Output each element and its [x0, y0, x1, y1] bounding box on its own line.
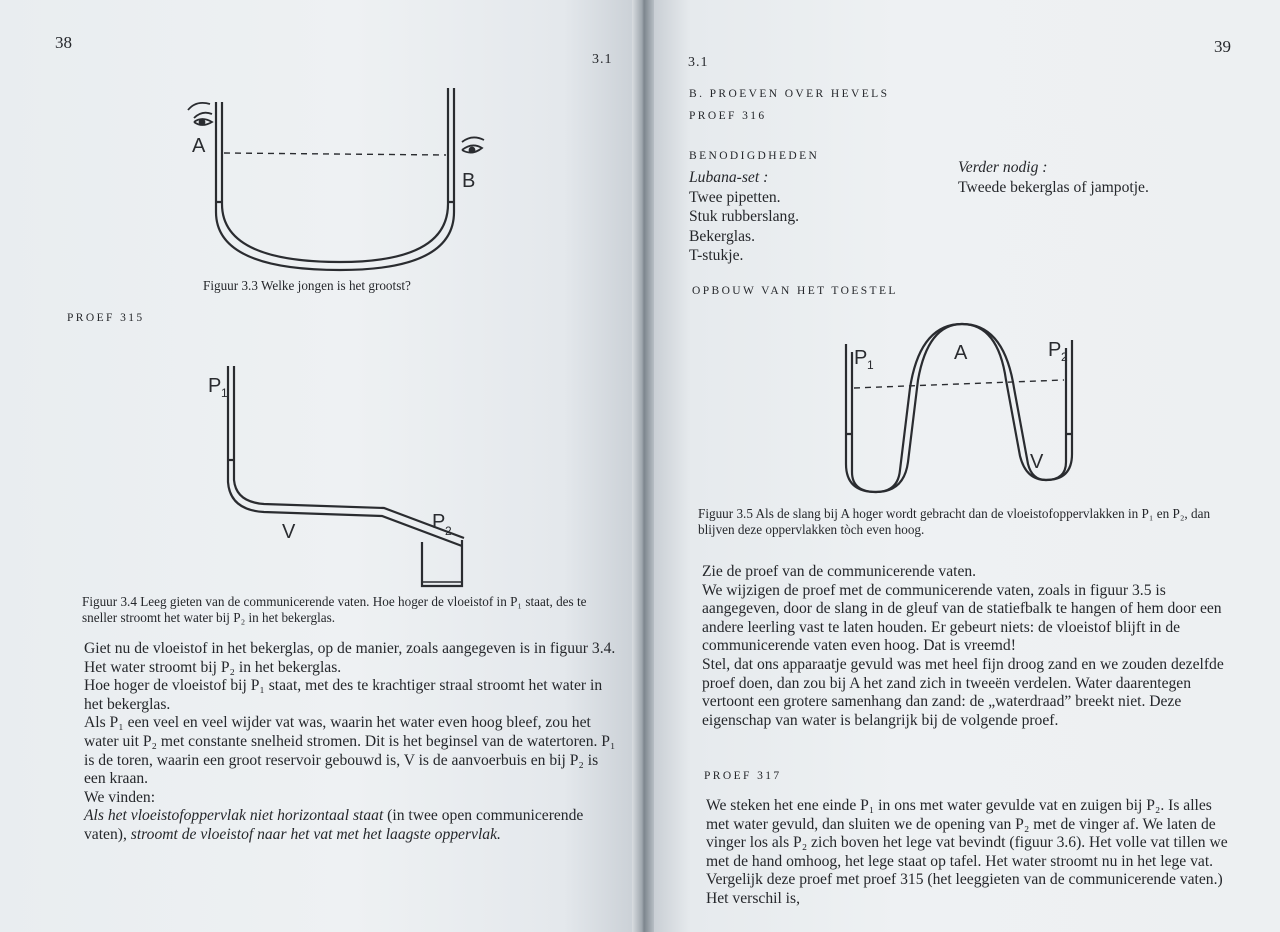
lubana-set: [689, 168, 799, 266]
label-p1: P: [854, 347, 868, 369]
list-item: Bekerglas.: [689, 227, 755, 245]
label-p2: P: [1048, 339, 1062, 361]
list-item: Stuk rubberslang.: [689, 208, 800, 225]
paragraph: Zie de proef van de communicerende vaten.: [702, 563, 977, 580]
figure-3-3-drawing: [180, 84, 500, 274]
eye-icon: [188, 103, 212, 125]
eye-icon: [462, 137, 484, 152]
figure-3-5-caption: Figuur 3.5 Als de slang bij A hoger wordt gebracht dan de vloeistofoppervlakken in P₁ en P₂, dan blijven deze oppervlakken tòch even hoog.: [698, 506, 1211, 537]
proef-317-text: We steken het ene einde P₁ in ons met water gevulde vat en zuigen bij P₂. Is alles met water gevuld, dan sluiten we de opening van P₂ met de vinger af. We laten de vinger los als P₂ zich boven het lege vat bevindt (figuur 3.6). Het volle vat tillen we met de hand omhoog, het lege staat op tafel. Het water stroomt nu in het lege vat. Vergelijk deze proef met proef 315 (het leeggieten van de communicerende vaten.) Het verschil is,: [706, 797, 1228, 907]
running-head-left: 3.1: [592, 52, 613, 67]
list-item: Twee pipetten.: [689, 188, 781, 206]
figure-3-4-caption: Figuur 3.4 Leeg gieten van de communicerende vaten. Hoe hoger de vloeistof in P₁ staat, des te sneller stroomt het water bij P₂ in het bekerglas.: [82, 594, 587, 625]
paragraph: We vinden:: [84, 788, 156, 806]
proef-316-heading: PROEF 316: [689, 110, 767, 122]
label-p1-subscript: 1: [867, 358, 874, 372]
label-p1-subscript: 1: [221, 386, 228, 400]
label-v: V: [1030, 451, 1044, 473]
label-a: A: [954, 342, 968, 364]
label-v: V: [282, 521, 296, 543]
proef-317-heading: PROEF 317: [704, 770, 782, 782]
list-item: Tweede bekerglas of jampotje.: [958, 178, 1149, 196]
opbouw-heading: OPBOUW VAN HET TOESTEL: [692, 285, 898, 297]
section-heading: B. PROEVEN OVER HEVELS: [689, 88, 890, 100]
paragraph: Hoe hoger de vloeistof bij P₁ staat, met des te krachtiger straal stroomt het water in het bekerglas.: [84, 677, 603, 713]
label-a: A: [192, 135, 206, 157]
figure-3-3-caption: Figuur 3.3 Welke jongen is het grootst?: [203, 278, 411, 293]
label-p2: P: [432, 511, 446, 533]
running-head-right: 3.1: [688, 55, 709, 70]
paragraph: Als P₁ een veel en veel wijder vat was, waarin het water even hoog bleef, zou het water uit P₂ met constante snelheid stromen. Dit is het beginsel van de watertoren. P₁ is de toren, waarin een groot reservoir gebouwd is, V is de aanvoerbuis en bij P₂ is een kraan.: [84, 714, 616, 788]
right-body-text: [702, 563, 1227, 730]
figure-3-4-drawing: [200, 360, 490, 595]
right-page: [646, 0, 1280, 932]
verder-nodig: [958, 158, 1149, 197]
proef-315-heading: PROEF 315: [67, 312, 145, 324]
conclusion-part-2: (in twee open communicerende vaten),: [84, 807, 584, 843]
figure-3-5-drawing: [836, 318, 1096, 500]
paragraph: We wijzigen de proef met de communicerende vaten, zoals in figuur 3.5 is aangegeven, door de slang in de gleuf van de statiefbalk te hangen of hem door een andere leerling vast te laten houden. Er gebeurt niets: de vloeistof blijft in de communicerende vaten even hoog. Dat is vreemd!: [702, 581, 1222, 655]
conclusion-part-1: Als het vloeistofoppervlak niet horizontaal staat: [84, 807, 384, 825]
page-number-right: 39: [1214, 37, 1231, 56]
conclusion: [84, 807, 616, 844]
lubana-label: Lubana-set :: [689, 169, 769, 186]
paragraph: Giet nu de vloeistof in het bekerglas, op de manier, zoals aangegeven is in figuur 3.4. Het water stroomt bij P₂ in het bekerglas.: [84, 640, 616, 676]
book-gutter: [632, 0, 654, 932]
label-b: B: [462, 170, 476, 192]
left-body-text: [84, 640, 616, 845]
list-item: T-stukje.: [689, 247, 744, 264]
verder-label: Verder nodig :: [958, 159, 1048, 176]
label-p1: P: [208, 375, 222, 397]
label-p2-subscript: 2: [1061, 350, 1068, 364]
benodigdheden-heading: BENODIGDHEDEN: [689, 150, 820, 162]
paragraph: Stel, dat ons apparaatje gevuld was met heel fijn droog zand en we zouden dezelfde proef doen, dan zou bij A het zand zich in tweeën verdelen. Water daarentegen vertoont een grotere samenhang dan zand: de „waterdraad” breekt niet. Deze eigenschap van water is belangrijk bij de volgende proef.: [702, 655, 1224, 729]
conclusion-part-3: stroomt de vloeistof naar het vat met het laagste oppervlak.: [130, 825, 501, 843]
label-p2-subscript: 2: [445, 524, 452, 538]
page-number-left: 38: [55, 33, 72, 52]
